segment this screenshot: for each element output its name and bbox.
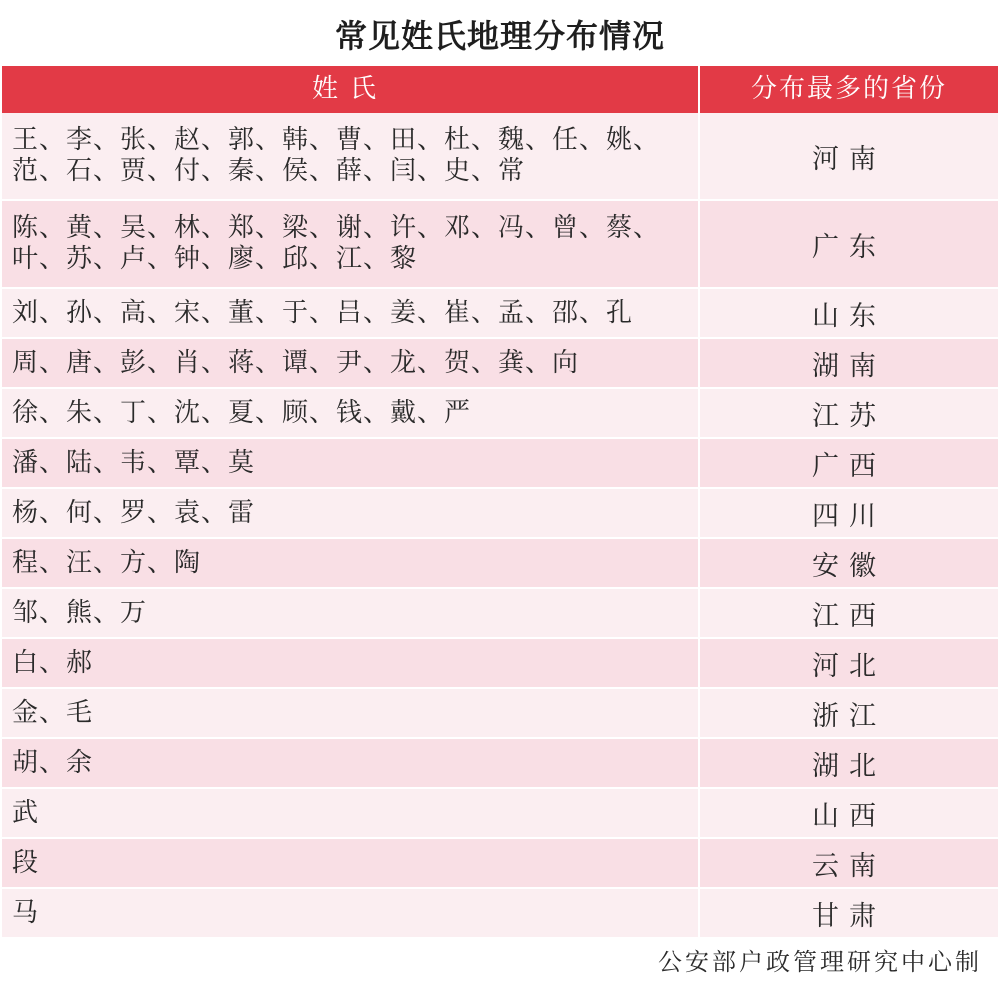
province-cell: 广东 (812, 231, 886, 263)
table-header (2, 66, 998, 113)
surnames-cell: 程、汪、方、陶 (2, 539, 700, 587)
surnames-cell: 胡、余 (2, 739, 700, 787)
table-row (2, 389, 998, 439)
table-row (2, 589, 998, 639)
table-row (2, 639, 998, 689)
province-cell: 山西 (812, 800, 886, 832)
surnames-cell: 金、毛 (2, 689, 700, 737)
surnames-cell: 刘、孙、高、宋、董、于、吕、姜、崔、孟、邵、孔 (2, 289, 700, 337)
province-cell: 江苏 (812, 400, 886, 432)
table-row (2, 789, 998, 839)
table-row (2, 689, 998, 739)
table-row (2, 839, 998, 889)
surnames-cell: 周、唐、彭、肖、蒋、谭、尹、龙、贺、龚、向 (2, 339, 700, 387)
table-row (2, 201, 998, 289)
surnames-cell: 白、郝 (2, 639, 700, 687)
surnames-cell: 徐、朱、丁、沈、夏、顾、钱、戴、严 (2, 389, 700, 437)
header-province: 分布最多的省份 (750, 74, 947, 104)
surnames-cell: 王、李、张、赵、郭、韩、曹、田、杜、魏、任、姚、范、石、贾、付、秦、侯、薛、闫、史、常 (2, 113, 700, 199)
source-credit: 公安部户政管理研究中心制 (658, 948, 982, 976)
header-surnames: 姓氏 (2, 66, 700, 113)
table-row (2, 489, 998, 539)
province-cell: 河北 (812, 650, 886, 682)
province-cell: 浙江 (812, 700, 886, 732)
province-cell: 江西 (812, 600, 886, 632)
surnames-cell: 段 (2, 839, 700, 887)
table-row (2, 113, 998, 201)
surnames-cell: 邹、熊、万 (2, 589, 700, 637)
province-cell: 湖南 (812, 350, 886, 382)
province-cell: 广西 (812, 450, 886, 482)
province-cell: 河南 (812, 143, 886, 175)
province-cell: 湖北 (812, 750, 886, 782)
surnames-cell: 武 (2, 789, 700, 837)
province-cell: 甘肃 (812, 900, 886, 932)
province-cell: 云南 (812, 850, 886, 882)
province-cell: 安徽 (812, 550, 886, 582)
table-row (2, 739, 998, 789)
province-cell: 山东 (812, 300, 886, 332)
table-row (2, 539, 998, 589)
table-row (2, 889, 998, 939)
surnames-cell: 潘、陆、韦、覃、莫 (2, 439, 700, 487)
table-row (2, 289, 998, 339)
surname-distribution-table (2, 66, 998, 939)
table-row (2, 339, 998, 389)
province-cell: 四川 (812, 500, 886, 532)
table-row (2, 439, 998, 489)
surnames-cell: 杨、何、罗、袁、雷 (2, 489, 700, 537)
surnames-cell: 马 (2, 889, 700, 937)
surnames-cell: 陈、黄、吴、林、郑、梁、谢、许、邓、冯、曾、蔡、叶、苏、卢、钟、廖、邱、江、黎 (2, 201, 700, 287)
page-title: 常见姓氏地理分布情况 (334, 17, 665, 55)
